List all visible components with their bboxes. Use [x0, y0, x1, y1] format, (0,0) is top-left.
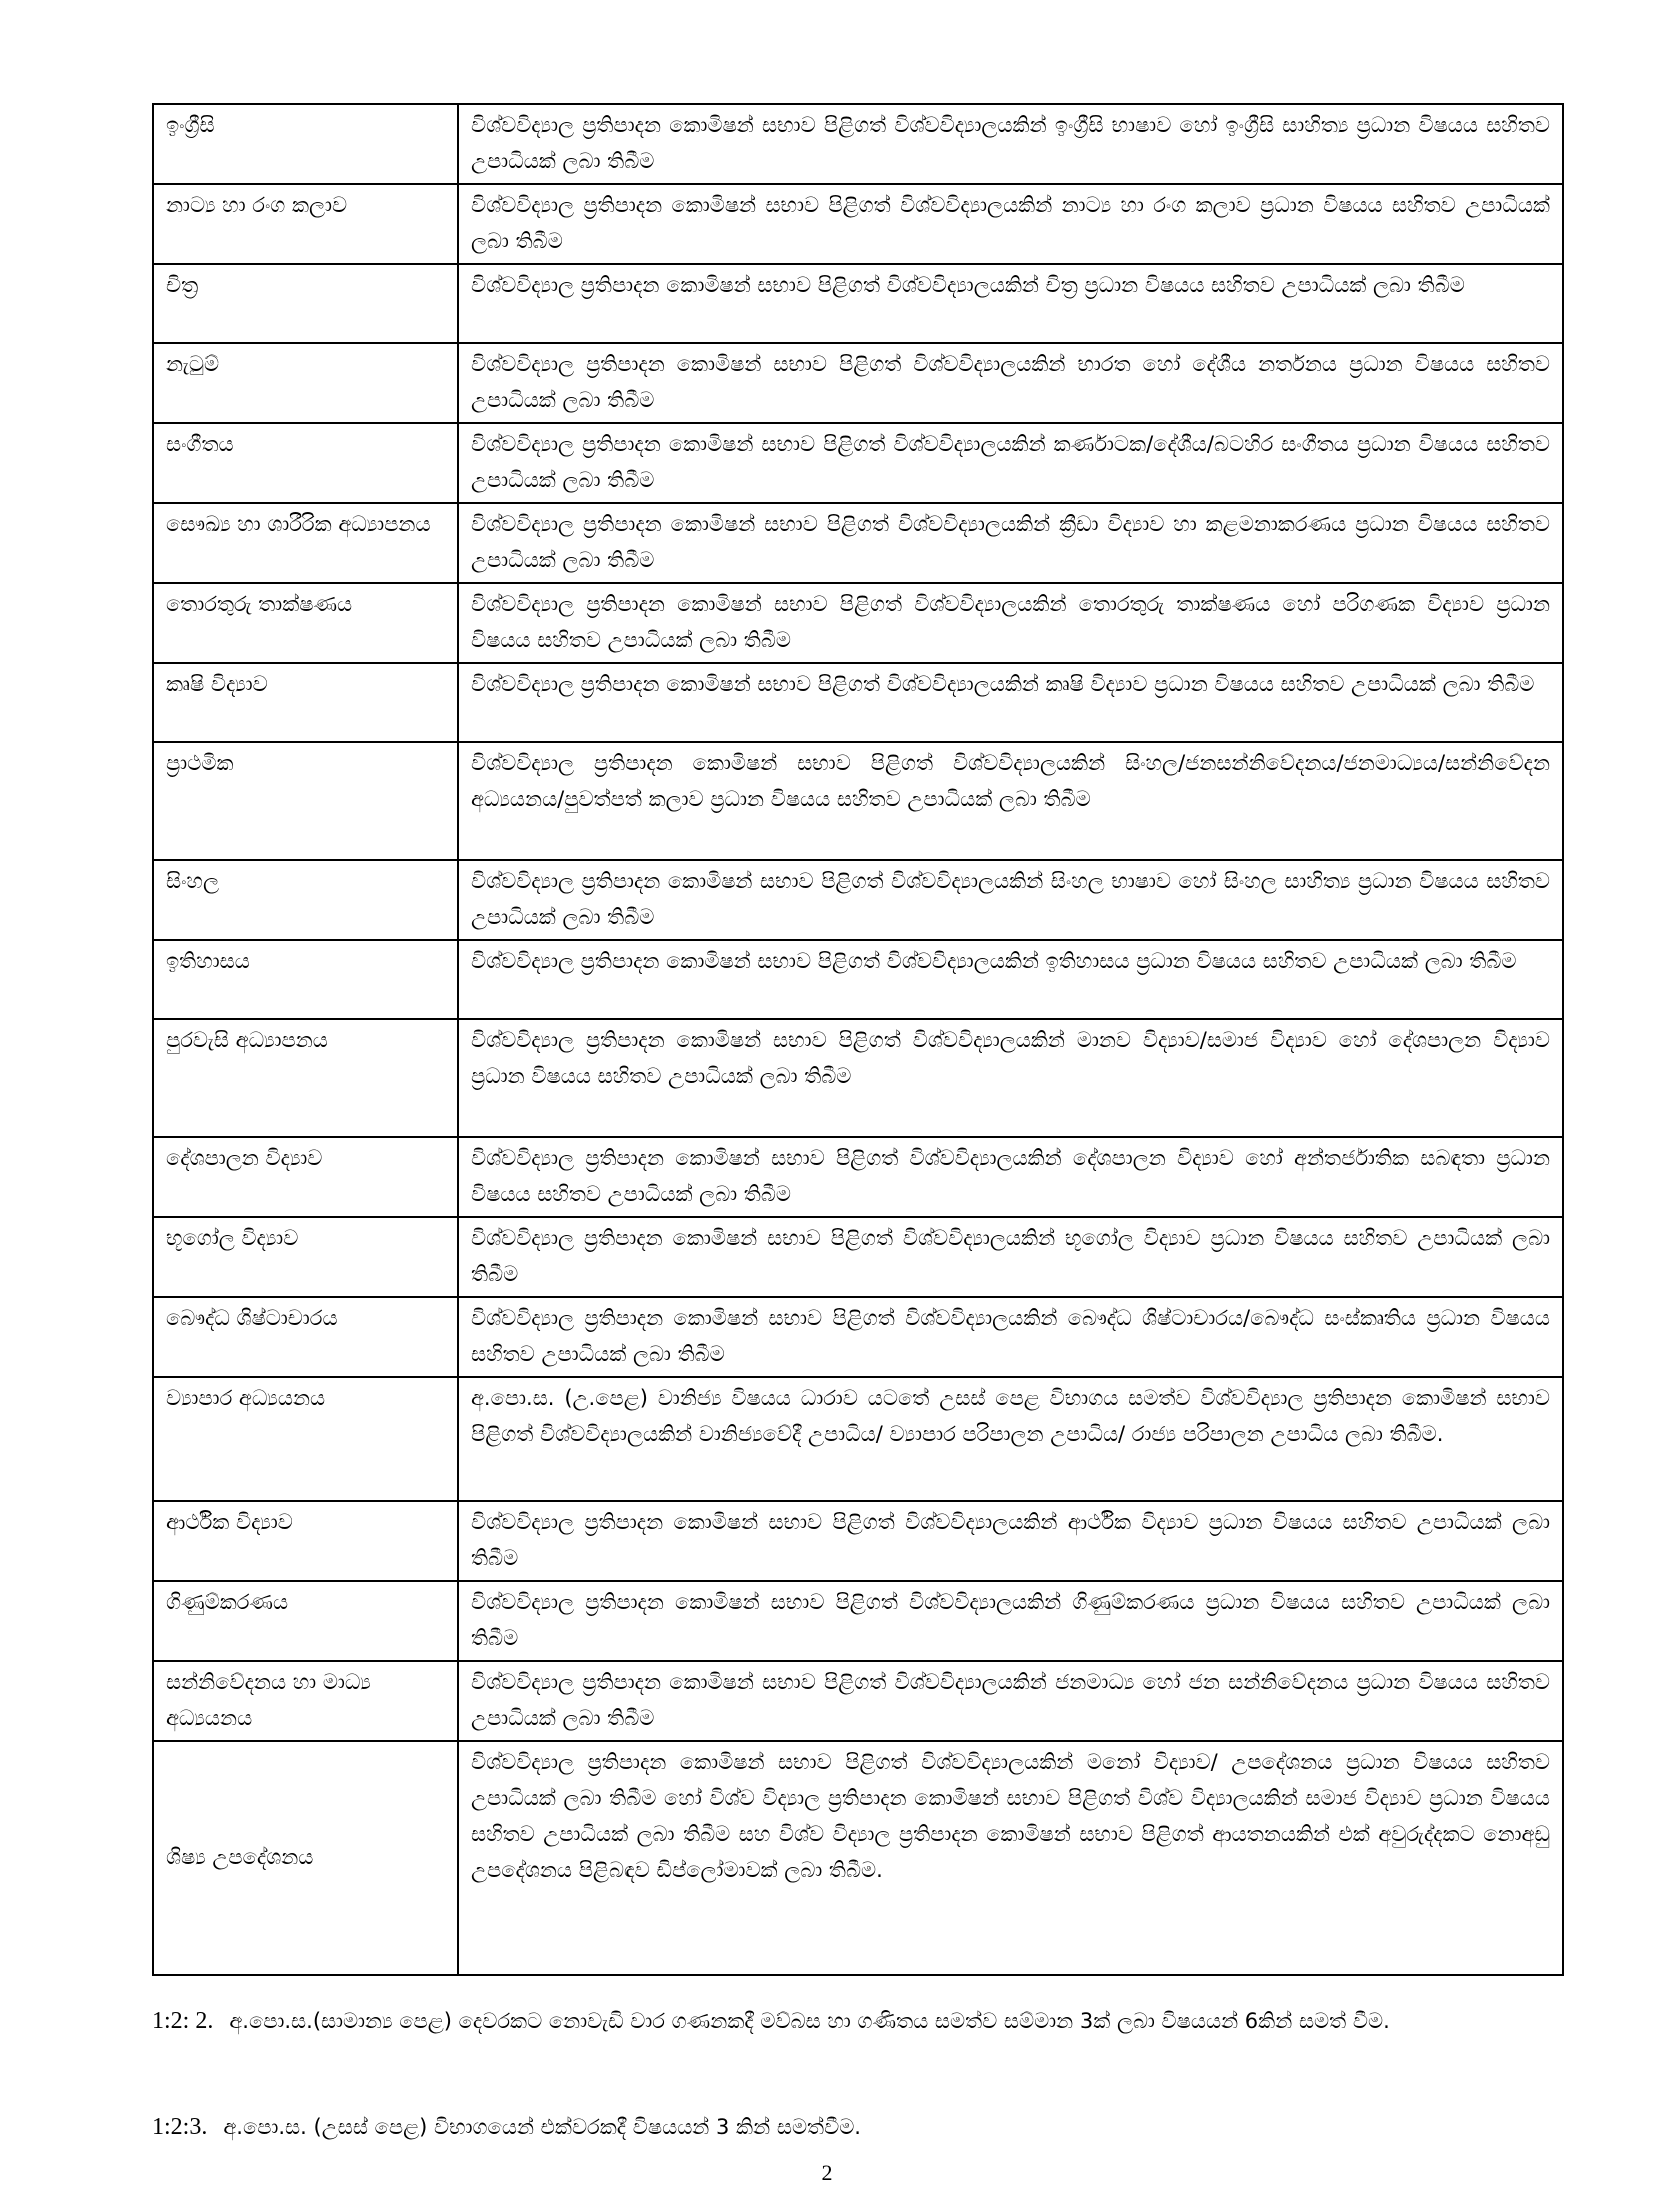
requirement-cell: විශ්වවිද්‍යාල ප්‍රතිපාදන කොමිෂන් සභාව පිළිගත් විශ්වවිද්‍යාලයකින් දේශපාලන විද්‍යාව හෝ අන්තර්ජාතික සබඳතා ප්‍රධාන විෂයය සහිතව උපාධියක් ලබා තිබීම [458, 1137, 1563, 1217]
subject-cell: ව්‍යාපාර අධ්‍යයනය [153, 1377, 458, 1501]
paragraph-text: අ.පො.ස.(සාමාන්‍ය පෙළ) දෙවරකට නොවැඩි වාර ගණනකදී මව්බස හා ගණිතය සමත්ව සම්මාන 3ක් ලබා විෂයයන් 6කින් සමත් වීම. [229, 2009, 1390, 2033]
paragraph-number: 1:2:3. [152, 2114, 208, 2140]
requirement-cell: විශ්වවිද්‍යාල ප්‍රතිපාදන කොමිෂන් සභාව පිළිගත් විශ්වවිද්‍යාලයකින් චිත්‍ර ප්‍රධාන විෂයය සහිතව උපාධියක් ලබා තිබීම [458, 264, 1563, 343]
requirement-cell: විශ්වවිද්‍යාල ප්‍රතිපාදන කොමිෂන් සභාව පිළිගත් විශ්වවිද්‍යාලයකින් මනෝ විද්‍යාව/ උපදේශනය ප්‍රධාන විෂයය සහිතව උපාධියක් ලබා තිබීම හෝ විශ්ව විද්‍යාල ප්‍රතිපාදන කොමිෂන් සභාව පිළිගත් විශ්ව විද්‍යාලයකින් සමාජ විද්‍යාව ප්‍රධාන විෂයය සහිතව උපාධියක් ලබා තිබීම සහ විශ්ව විද්‍යාල ප්‍රතිපාදන කොමිෂන් සභාව පිළිගත් ආයතනයකින් එක් අවුරුද්දකට නොඅඩු උපදේශනය පිළිබඳව ඩිප්ලෝමාවක් ලබා තිබීම. [458, 1741, 1563, 1975]
requirement-cell: විශ්වවිද්‍යාල ප්‍රතිපාදන කොමිෂන් සභාව පිළිගත් විශ්වවිද්‍යාලයකින් කෘෂි විද්‍යාව ප්‍රධාන විෂයය සහිතව උපාධියක් ලබා තිබීම [458, 663, 1563, 742]
table-row [153, 423, 1563, 503]
table-row [153, 1137, 1563, 1217]
table-row [153, 1661, 1563, 1741]
paragraph-1-2-2 [152, 2000, 1564, 2042]
table-row [153, 1501, 1563, 1581]
subject-cell: පුරවැසි අධ්‍යාපනය [153, 1019, 458, 1137]
subject-cell: ශිෂ්‍ය උපදේශනය [153, 1741, 458, 1975]
subject-cell: භූගෝල විද්‍යාව [153, 1217, 458, 1297]
table-row [153, 583, 1563, 663]
subject-cell: බෞද්ධ ශිෂ්ටාචාරය [153, 1297, 458, 1377]
table-row [153, 940, 1563, 1019]
requirement-cell: විශ්වවිද්‍යාල ප්‍රතිපාදන කොමිෂන් සභාව පිළිගත් විශ්වවිද්‍යාලයකින් ක්‍රීඩා විද්‍යාව හා කළමනාකරණය ප්‍රධාන විෂයය සහිතව උපාධියක් ලබා තිබීම [458, 503, 1563, 583]
requirement-cell: විශ්වවිද්‍යාල ප්‍රතිපාදන කොමිෂන් සභාව පිළිගත් විශ්වවිද්‍යාලයකින් නාට්‍ය හා රංග කලාව ප්‍රධාන විෂයය සහිතව උපාධියක් ලබා තිබීම [458, 184, 1563, 264]
table-row [153, 1581, 1563, 1661]
requirement-cell: විශ්වවිද්‍යාල ප්‍රතිපාදන කොමිෂන් සභාව පිළිගත් විශ්වවිද්‍යාලයකින් කර්ණාටක/දේශීය/බටහිර සංගීතය ප්‍රධාන විෂයය සහිතව උපාධියක් ලබා තිබීම [458, 423, 1563, 503]
table-row [153, 742, 1563, 860]
subject-cell: චිත්‍ර [153, 264, 458, 343]
table-row [153, 264, 1563, 343]
paragraph-1-2-3 [152, 2106, 1564, 2148]
requirement-cell: විශ්වවිද්‍යාල ප්‍රතිපාදන කොමිෂන් සභාව පිළිගත් විශ්වවිද්‍යාලයකින් භූගෝල විද්‍යාව ප්‍රධාන විෂයය සහිතව උපාධියක් ලබා තිබීම [458, 1217, 1563, 1297]
table-row [153, 343, 1563, 423]
requirement-cell: විශ්වවිද්‍යාල ප්‍රතිපාදන කොමිෂන් සභාව පිළිගත් විශ්වවිද්‍යාලයකින් ජනමාධ්‍ය හෝ ජන සන්නිවේදනය ප්‍රධාන විෂයය සහිතව උපාධියක් ලබා තිබීම [458, 1661, 1563, 1741]
paragraph-number: 1:2: 2. [152, 2008, 214, 2034]
table-row [153, 184, 1563, 264]
subject-cell: ප්‍රාථමික [153, 742, 458, 860]
table-row [153, 1217, 1563, 1297]
requirement-cell: විශ්වවිද්‍යාල ප්‍රතිපාදන කොමිෂන් සභාව පිළිගත් විශ්වවිද්‍යාලයකින් සිංහල/ජනසන්නිවේදනය/ජනමාධ්‍යය/සන්නිවේදන අධ්‍යයනය/පුවත්පත් කලාව ප්‍රධාන විෂයය සහිතව උපාධියක් ලබා තිබීම [458, 742, 1563, 860]
subject-cell: නැටුම් [153, 343, 458, 423]
subject-cell: ඉංග්‍රීසි [153, 104, 458, 184]
table-row [153, 503, 1563, 583]
requirement-cell: විශ්වවිද්‍යාල ප්‍රතිපාදන කොමිෂන් සභාව පිළිගත් විශ්වවිද්‍යාලයකින් ඉංග්‍රීසි භාෂාව හෝ ඉංග්‍රීසි සාහිත්‍ය ප්‍රධාන විෂයය සහිතව උපාධියක් ලබා තිබීම [458, 104, 1563, 184]
subject-cell: ආර්ථික විද්‍යාව [153, 1501, 458, 1581]
subject-cell: දේශපාලන විද්‍යාව [153, 1137, 458, 1217]
subject-cell: සංගීතය [153, 423, 458, 503]
table-row [153, 1297, 1563, 1377]
subject-cell: සිංහල [153, 860, 458, 940]
requirement-cell: විශ්වවිද්‍යාල ප්‍රතිපාදන කොමිෂන් සභාව පිළිගත් විශ්වවිද්‍යාලයකින් ගිණුම්කරණය ප්‍රධාන විෂයය සහිතව උපාධියක් ලබා තිබීම [458, 1581, 1563, 1661]
requirement-cell: විශ්වවිද්‍යාල ප්‍රතිපාදන කොමිෂන් සභාව පිළිගත් විශ්වවිද්‍යාලයකින් ඉතිහාසය ප්‍රධාන විෂයය සහිතව උපාධියක් ලබා තිබීම [458, 940, 1563, 1019]
requirement-cell: අ.පො.ස. (උ.පෙළ) වානිජ්‍ය විෂයය ධාරාව යටතේ උසස් පෙළ විභාගය සමත්ව විශ්වවිද්‍යාල ප්‍රතිපාදන කොමිෂන් සභාව පිළිගත් විශ්වවිද්‍යාලයකින් වානිජ්‍යවේදී උපාධිය/ ව්‍යාපාර පරිපාලන උපාධිය/ රාජ්‍ය පරිපාලන උපාධිය ලබා තිබීම. [458, 1377, 1563, 1501]
page-number: 2 [821, 2160, 833, 2185]
subject-cell: තොරතුරු තාක්ෂණය [153, 583, 458, 663]
subject-cell: කෘෂි විද්‍යාව [153, 663, 458, 742]
subject-cell: සෞඛ්‍ය හා ශාරීරික අධ්‍යාපනය [153, 503, 458, 583]
table-row [153, 1741, 1563, 1975]
table-row [153, 663, 1563, 742]
requirement-cell: විශ්වවිද්‍යාල ප්‍රතිපාදන කොමිෂන් සභාව පිළිගත් විශ්වවිද්‍යාලයකින් බෞද්ධ ශිෂ්ටාචාරය/බෞද්ධ සංස්කෘතිය ප්‍රධාන විෂයය සහිතව උපාධියක් ලබා තිබීම [458, 1297, 1563, 1377]
table-row [153, 1019, 1563, 1137]
table-row [153, 860, 1563, 940]
qualifications-table [152, 103, 1564, 1976]
subject-cell: සන්නිවේදනය හා මාධ්‍ය අධ්‍යයනය [153, 1661, 458, 1741]
paragraph-text: අ.පො.ස. (උසස් පෙළ) විභාගයෙන් එක්වරකදී විෂයයන් 3 කින් සමත්වීම. [223, 2115, 861, 2139]
requirement-cell: විශ්වවිද්‍යාල ප්‍රතිපාදන කොමිෂන් සභාව පිළිගත් විශ්වවිද්‍යාලයකින් භාරත හෝ දේශීය නර්තනය ප්‍රධාන විෂයය සහිතව උපාධියක් ලබා තිබීම [458, 343, 1563, 423]
requirement-cell: විශ්වවිද්‍යාල ප්‍රතිපාදන කොමිෂන් සභාව පිළිගත් විශ්වවිද්‍යාලයකින් සිංහල භාෂාව හෝ සිංහල සාහිත්‍ය ප්‍රධාන විෂයය සහිතව උපාධියක් ලබා තිබීම [458, 860, 1563, 940]
table-row [153, 104, 1563, 184]
subject-cell: ගිණුම්කරණය [153, 1581, 458, 1661]
requirement-cell: විශ්වවිද්‍යාල ප්‍රතිපාදන කොමිෂන් සභාව පිළිගත් විශ්වවිද්‍යාලයකින් ආර්ථික විද්‍යාව ප්‍රධාන විෂයය සහිතව උපාධියක් ලබා තිබීම [458, 1501, 1563, 1581]
requirement-cell: විශ්වවිද්‍යාල ප්‍රතිපාදන කොමිෂන් සභාව පිළිගත් විශ්වවිද්‍යාලයකින් තොරතුරු තාක්ෂණය හෝ පරිගණක විද්‍යාව ප්‍රධාන විෂයය සහිතව උපාධියක් ලබා තිබීම [458, 583, 1563, 663]
subject-cell: ඉතිහාසය [153, 940, 458, 1019]
subject-cell: නාට්‍ය හා රංග කලාව [153, 184, 458, 264]
requirement-cell: විශ්වවිද්‍යාල ප්‍රතිපාදන කොමිෂන් සභාව පිළිගත් විශ්වවිද්‍යාලයකින් මානව විද්‍යාව/සමාජ විද්‍යාව හෝ දේශපාලන විද්‍යාව ප්‍රධාන විෂයය සහිතව උපාධියක් ලබා තිබීම [458, 1019, 1563, 1137]
table-row [153, 1377, 1563, 1501]
